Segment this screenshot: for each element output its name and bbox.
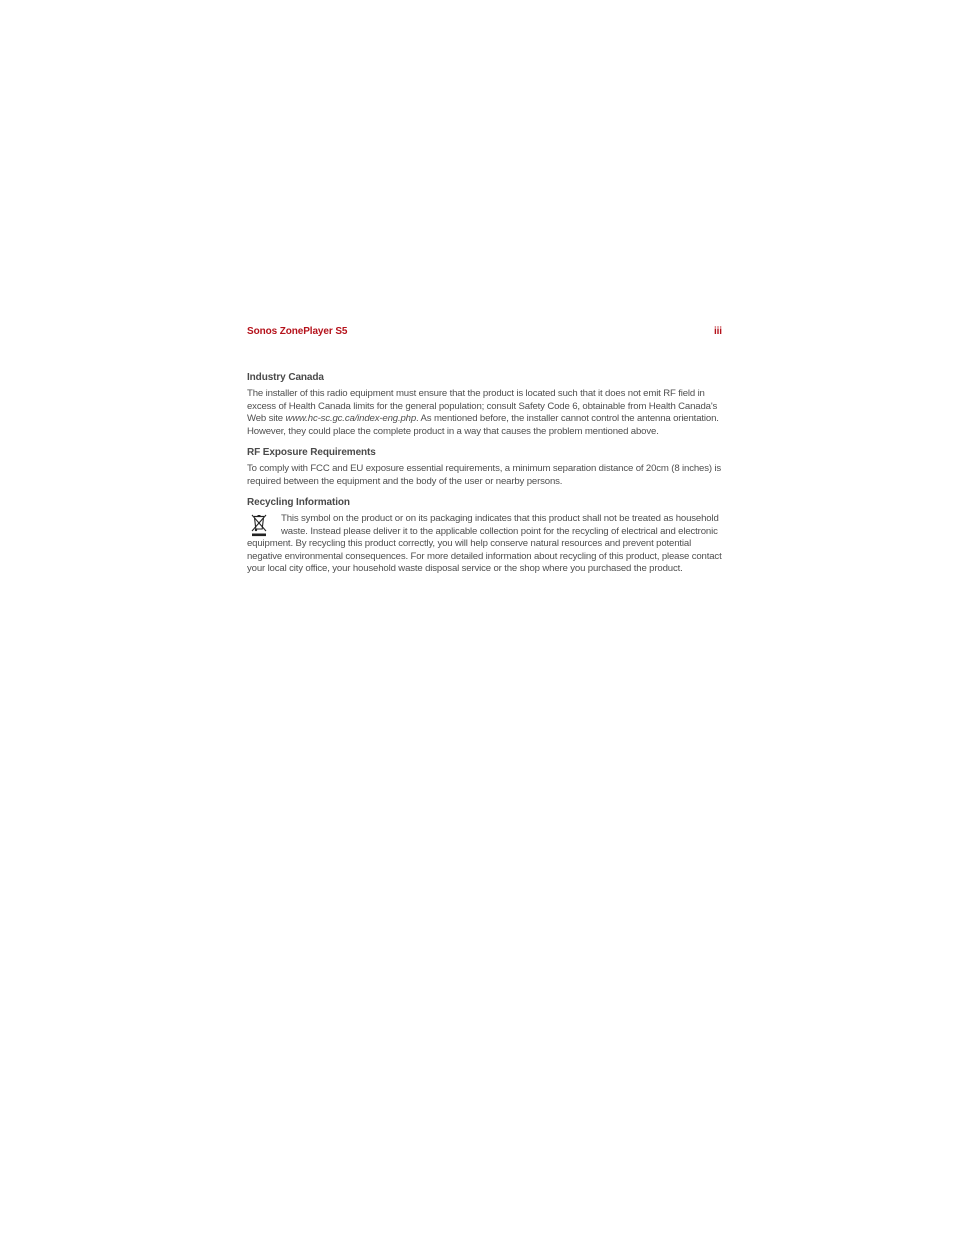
crossed-out-wheelie-bin-icon — [249, 513, 269, 537]
section-heading: Recycling Information — [247, 497, 350, 508]
section-heading: Industry Canada — [247, 372, 324, 383]
section-recycling — [247, 497, 722, 576]
document-title: Sonos ZonePlayer S5 — [247, 326, 348, 337]
page-number: iii — [713, 326, 722, 337]
section-body: This symbol on the product or on its packaging indicates that this product shall not be treated as household waste. Instead please deliver it to the applicable collection point for the recycling of electrical and electronic equipment. By recycling this product correctly, you will help conserve natural resources and prevent potential negative environmental consequences. For more detailed information about recycling of this product, please contact your local city office, your household waste disposal service or the shop where you purchased the product. — [247, 513, 722, 574]
body-text-part: The installer of this radio equipment must ensure that the product is located such that it does not emit RF field in excess of Health Canada limits for the general population; consult Safety Code 6, obtainable from Health Canada's Web site — [247, 388, 718, 424]
section-industry-canada — [247, 372, 722, 438]
section-heading: RF Exposure Requirements — [247, 447, 376, 458]
document-page — [247, 326, 722, 576]
health-canada-url: www.hc-sc.gc.ca/index-eng.php — [285, 413, 417, 424]
section-rf-exposure — [247, 447, 722, 488]
running-header — [247, 326, 722, 337]
section-body: To comply with FCC and EU exposure essential requirements, a minimum separation distance of 20cm (8 inches) is required between the equipment and the body of the user or nearby persons. — [247, 463, 722, 487]
recycling-body — [247, 513, 722, 576]
section-body — [247, 388, 722, 438]
body-text-part: . As mentioned before, the installer cannot control the antenna orientation. However, they could place the complete product in a way that causes the problem mentioned above. — [247, 413, 719, 437]
